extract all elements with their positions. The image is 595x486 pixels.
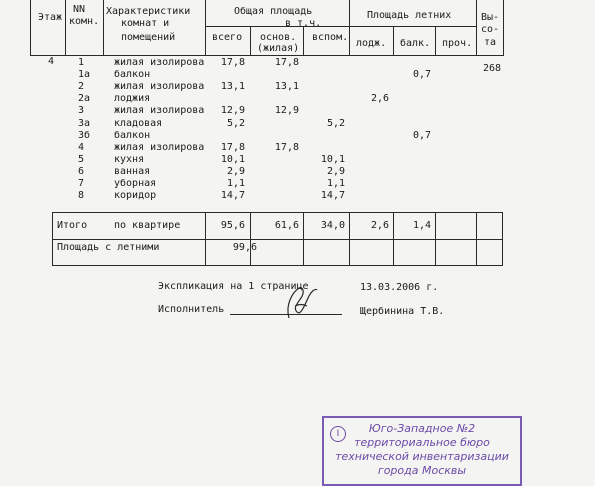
grid-line [205, 0, 206, 56]
row-area-aux: 1,1 [326, 178, 345, 189]
floor-value: 4 [48, 56, 55, 67]
header-loggia: лодж. [356, 38, 387, 49]
total-label: Итого [57, 220, 88, 231]
header-summer-area: Площадь летних [367, 10, 452, 21]
row-nn: 2а [78, 93, 91, 105]
total-main: 61,6 [274, 220, 299, 231]
total-loggia: 2,6 [370, 220, 389, 231]
summer-total-label: Площадь с летними [57, 242, 160, 253]
grid-line [250, 26, 251, 56]
row-name: кухня [114, 153, 145, 165]
row-area-aux: 5,2 [326, 117, 345, 129]
header-floor: Этаж [38, 12, 63, 23]
summer-total-value: 99,6 [232, 242, 257, 253]
row-area-all: 17,8 [220, 141, 245, 153]
grid-line [349, 0, 350, 56]
stamp-line-4: города Москвы [377, 464, 467, 477]
grid-line [435, 212, 436, 266]
executor-label: Исполнитель [158, 304, 225, 315]
total-aux: 34,0 [320, 220, 345, 231]
row-area-all: 1,1 [226, 178, 245, 189]
row-area-all: 14,7 [220, 190, 245, 202]
row-area-main: 17,8 [274, 141, 299, 153]
row-name: жилая изолирова [114, 81, 205, 93]
row-area-main: 17,8 [274, 57, 299, 68]
row-name: жилая изолирова [114, 57, 205, 68]
row-nn: 7 [78, 178, 85, 189]
row-name: жилая изолирова [114, 141, 205, 153]
row-nn: 1а [78, 69, 91, 81]
header-incl: в т.ч. [285, 18, 322, 29]
header-height: Вы- [481, 12, 500, 23]
header-nn: NN [73, 4, 86, 15]
header-characteristics-3: помещений [121, 32, 176, 43]
stamp-line-1: Юго-Западное №2 [368, 422, 476, 435]
total-all: 95,6 [220, 220, 245, 231]
row-nn: 8 [78, 190, 85, 202]
row-nn: 3а [78, 117, 91, 129]
row-area-all: 5,2 [226, 117, 245, 129]
total-sublabel: по квартире [114, 220, 181, 231]
row-area-all: 13,1 [220, 81, 245, 93]
grid-line [502, 212, 503, 266]
header-characteristics-2: комнат и [121, 18, 170, 29]
grid-line [303, 26, 304, 56]
grid-line [103, 0, 104, 56]
row-name: балкон [114, 69, 151, 81]
header-total-area: Общая площадь [234, 6, 313, 17]
stamp-numeral: I [330, 426, 346, 442]
header-balcony: балк. [400, 38, 431, 49]
bti-stamp [322, 416, 522, 486]
row-nn: 1 [78, 57, 85, 68]
row-name: жилая изолирова [114, 105, 205, 117]
header-aux: вспом. [312, 32, 349, 43]
row-name: коридор [114, 190, 157, 202]
header-height-2: со- [481, 24, 500, 35]
row-area-main: 13,1 [274, 81, 299, 93]
signature-image [275, 282, 323, 322]
row-name: кладовая [114, 117, 163, 129]
row-balcony: 0,7 [412, 69, 431, 81]
row-nn: 5 [78, 153, 85, 165]
grid-line [435, 26, 436, 56]
grid-line [393, 26, 394, 56]
header-all: всего [212, 32, 243, 43]
row-name: ванная [114, 165, 151, 177]
row-area-aux: 14,7 [320, 190, 345, 202]
height-value: 268 [483, 63, 502, 74]
row-area-all: 17,8 [220, 57, 245, 68]
total-balcony: 1,4 [412, 220, 431, 231]
header-height-3: та [484, 37, 497, 48]
row-area-all: 2,9 [226, 165, 245, 177]
stamp-line-3: технической инвентаризации [335, 450, 509, 463]
grid-line [65, 0, 66, 56]
grid-line [30, 0, 31, 56]
row-nn: 2 [78, 81, 85, 93]
row-nn: 3 [78, 105, 85, 117]
row-balcony: 0,7 [412, 129, 431, 141]
grid-line [52, 212, 53, 266]
stamp-line-2: территориальное бюро [354, 436, 490, 449]
row-area-all: 12,9 [220, 105, 245, 117]
row-area-aux: 10,1 [320, 153, 345, 165]
row-nn: 3б [78, 129, 91, 141]
header-main: основ. [260, 32, 297, 43]
row-loggia: 2,6 [370, 93, 389, 105]
row-nn: 4 [78, 141, 85, 153]
document-date: 13.03.2006 г. [360, 282, 439, 293]
explication-note: Экспликация на 1 странице [158, 281, 309, 292]
header-other: проч. [442, 38, 473, 49]
row-area-aux: 2,9 [326, 165, 345, 177]
row-name: уборная [114, 178, 157, 189]
grid-line [503, 0, 504, 56]
row-name: лоджия [114, 93, 151, 105]
header-rooms: комн. [69, 16, 100, 27]
row-nn: 6 [78, 165, 85, 177]
row-area-all: 10,1 [220, 153, 245, 165]
header-characteristics: Характеристики [106, 6, 191, 17]
row-name: балкон [114, 129, 151, 141]
grid-line [476, 0, 477, 56]
grid-line [205, 26, 476, 27]
grid-line [476, 212, 477, 266]
row-area-main: 12,9 [274, 105, 299, 117]
executor-name: Щербинина Т.В. [360, 306, 445, 317]
grid-line [30, 55, 503, 56]
header-main-2: (жилая) [257, 43, 300, 54]
